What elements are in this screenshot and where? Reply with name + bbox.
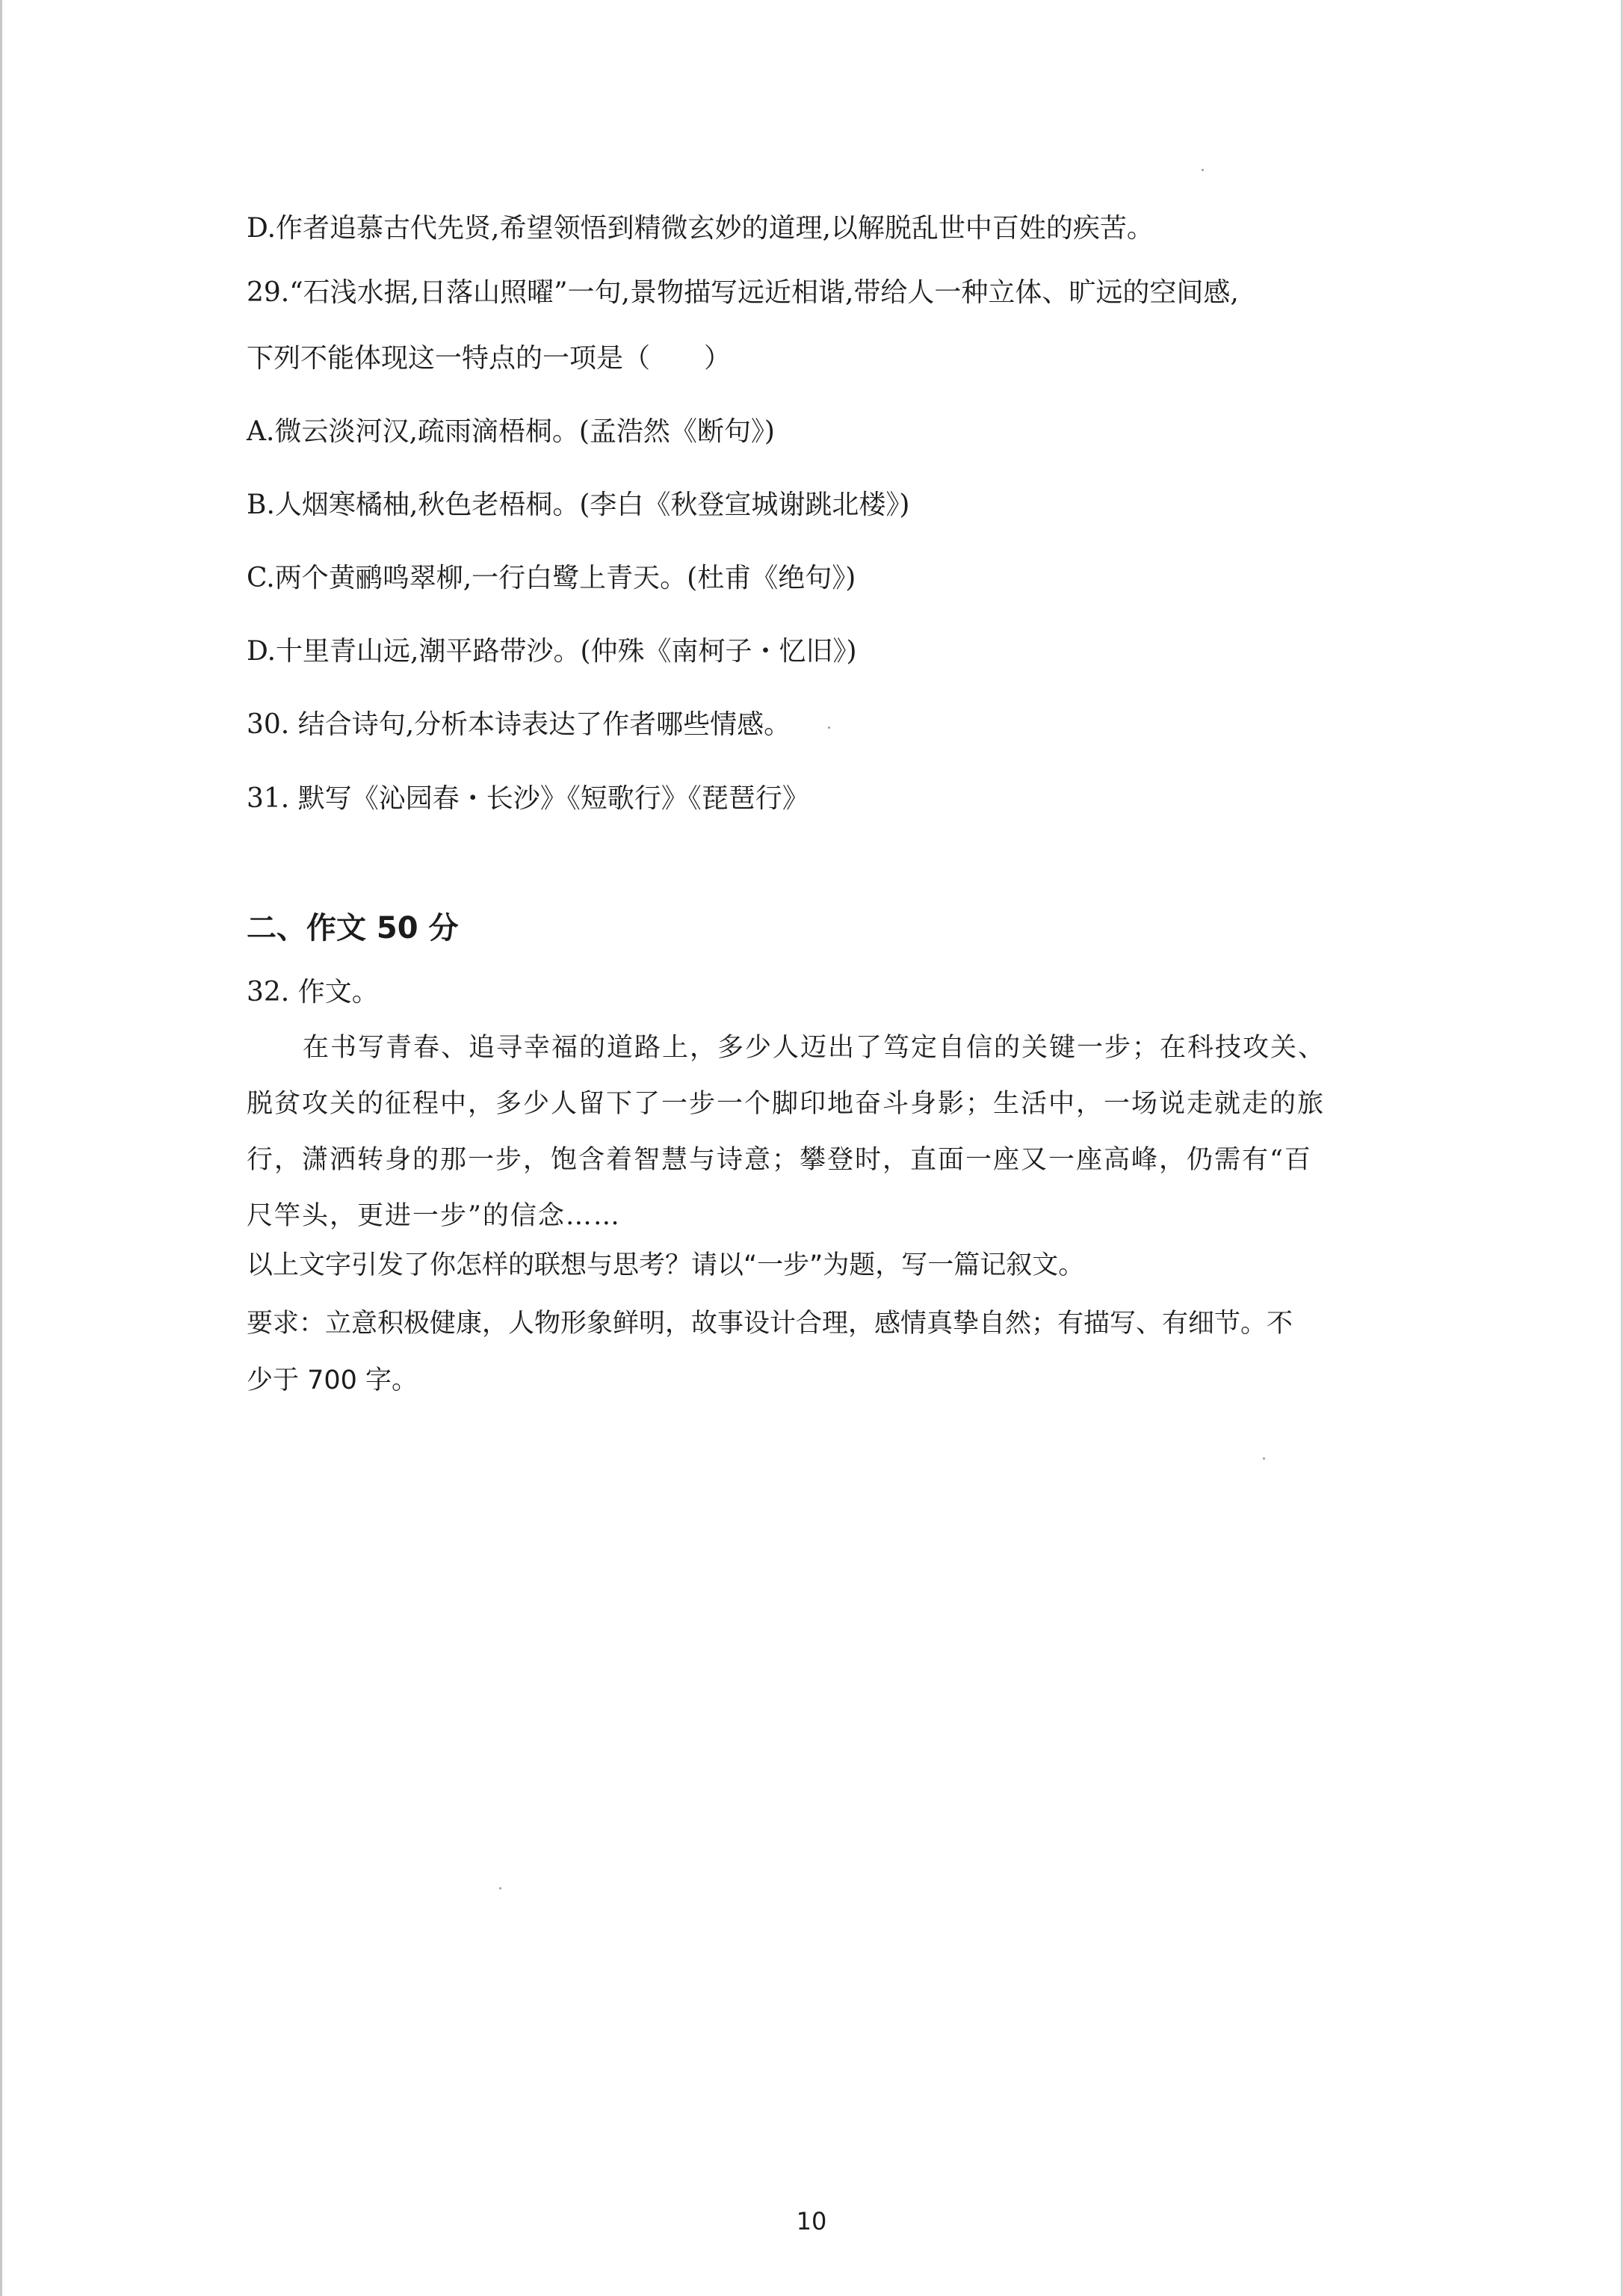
section-title-essay: 二、作文 50 分 bbox=[247, 911, 459, 945]
q31-question: 31. 默写《沁园春・长沙》《短歌行》《琵琶行》 bbox=[247, 783, 809, 814]
scan-speck bbox=[1202, 169, 1204, 171]
essay-prompt: 以上文字引发了你怎样的联想与思考？请以“一步”为题，写一篇记叙文。 bbox=[247, 1250, 1085, 1280]
q28-option-d: D.作者追慕古代先贤,希望领悟到精微玄妙的道理,以解脱乱世中百姓的疾苦。 bbox=[247, 213, 1154, 244]
q32-label: 32. 作文。 bbox=[247, 977, 379, 1007]
essay-material-line-3: 行，潇洒转身的那一步，饱含着智慧与诗意；攀登时，直面一座又一座高峰，仍需有“百 bbox=[247, 1145, 1312, 1175]
scan-speck bbox=[828, 726, 830, 729]
essay-requirement-line-1: 要求：立意积极健康，人物形象鲜明，故事设计合理，感情真挚自然；有描写、有细节。不 bbox=[247, 1309, 1293, 1339]
essay-material-line-2: 脱贫攻关的征程中，多少人留下了一步一个脚印地奋斗身影；生活中，一场说走就走的旅 bbox=[247, 1089, 1326, 1119]
essay-material-line-4: 尺竿头，更进一步”的信念…… bbox=[247, 1201, 621, 1231]
q29-option-a: A.微云淡河汉,疏雨滴梧桐。(孟浩然《断句》) bbox=[247, 416, 775, 447]
q29-option-d: D.十里青山远,潮平路带沙。(仲殊《南柯子・忆旧》) bbox=[247, 636, 857, 667]
q29-option-c: C.两个黄鹂鸣翠柳,一行白鹭上青天。(杜甫《绝句》) bbox=[247, 563, 856, 593]
essay-material-line-1: 在书写青春、追寻幸福的道路上，多少人迈出了笃定自信的关键一步；在科技攻关、 bbox=[303, 1033, 1326, 1063]
q29-stem-line-1: 29.“石浅水据,日落山照曜”一句,景物描写远近相谐,带给人一种立体、旷远的空间感, bbox=[247, 277, 1239, 308]
scan-speck bbox=[1263, 1457, 1265, 1460]
page-number: 10 bbox=[796, 2207, 827, 2235]
scan-speck bbox=[499, 1887, 501, 1889]
scan-edge-left bbox=[0, 0, 2, 2296]
q29-stem-line-2: 下列不能体现这一特点的一项是（ ） bbox=[247, 343, 732, 374]
essay-requirement-line-2: 少于 700 字。 bbox=[247, 1365, 418, 1395]
q29-option-b: B.人烟寒橘柚,秋色老梧桐。(李白《秋登宣城谢跳北楼》) bbox=[247, 490, 910, 520]
q30-question: 30. 结合诗句,分析本诗表达了作者哪些情感。 bbox=[247, 709, 791, 740]
